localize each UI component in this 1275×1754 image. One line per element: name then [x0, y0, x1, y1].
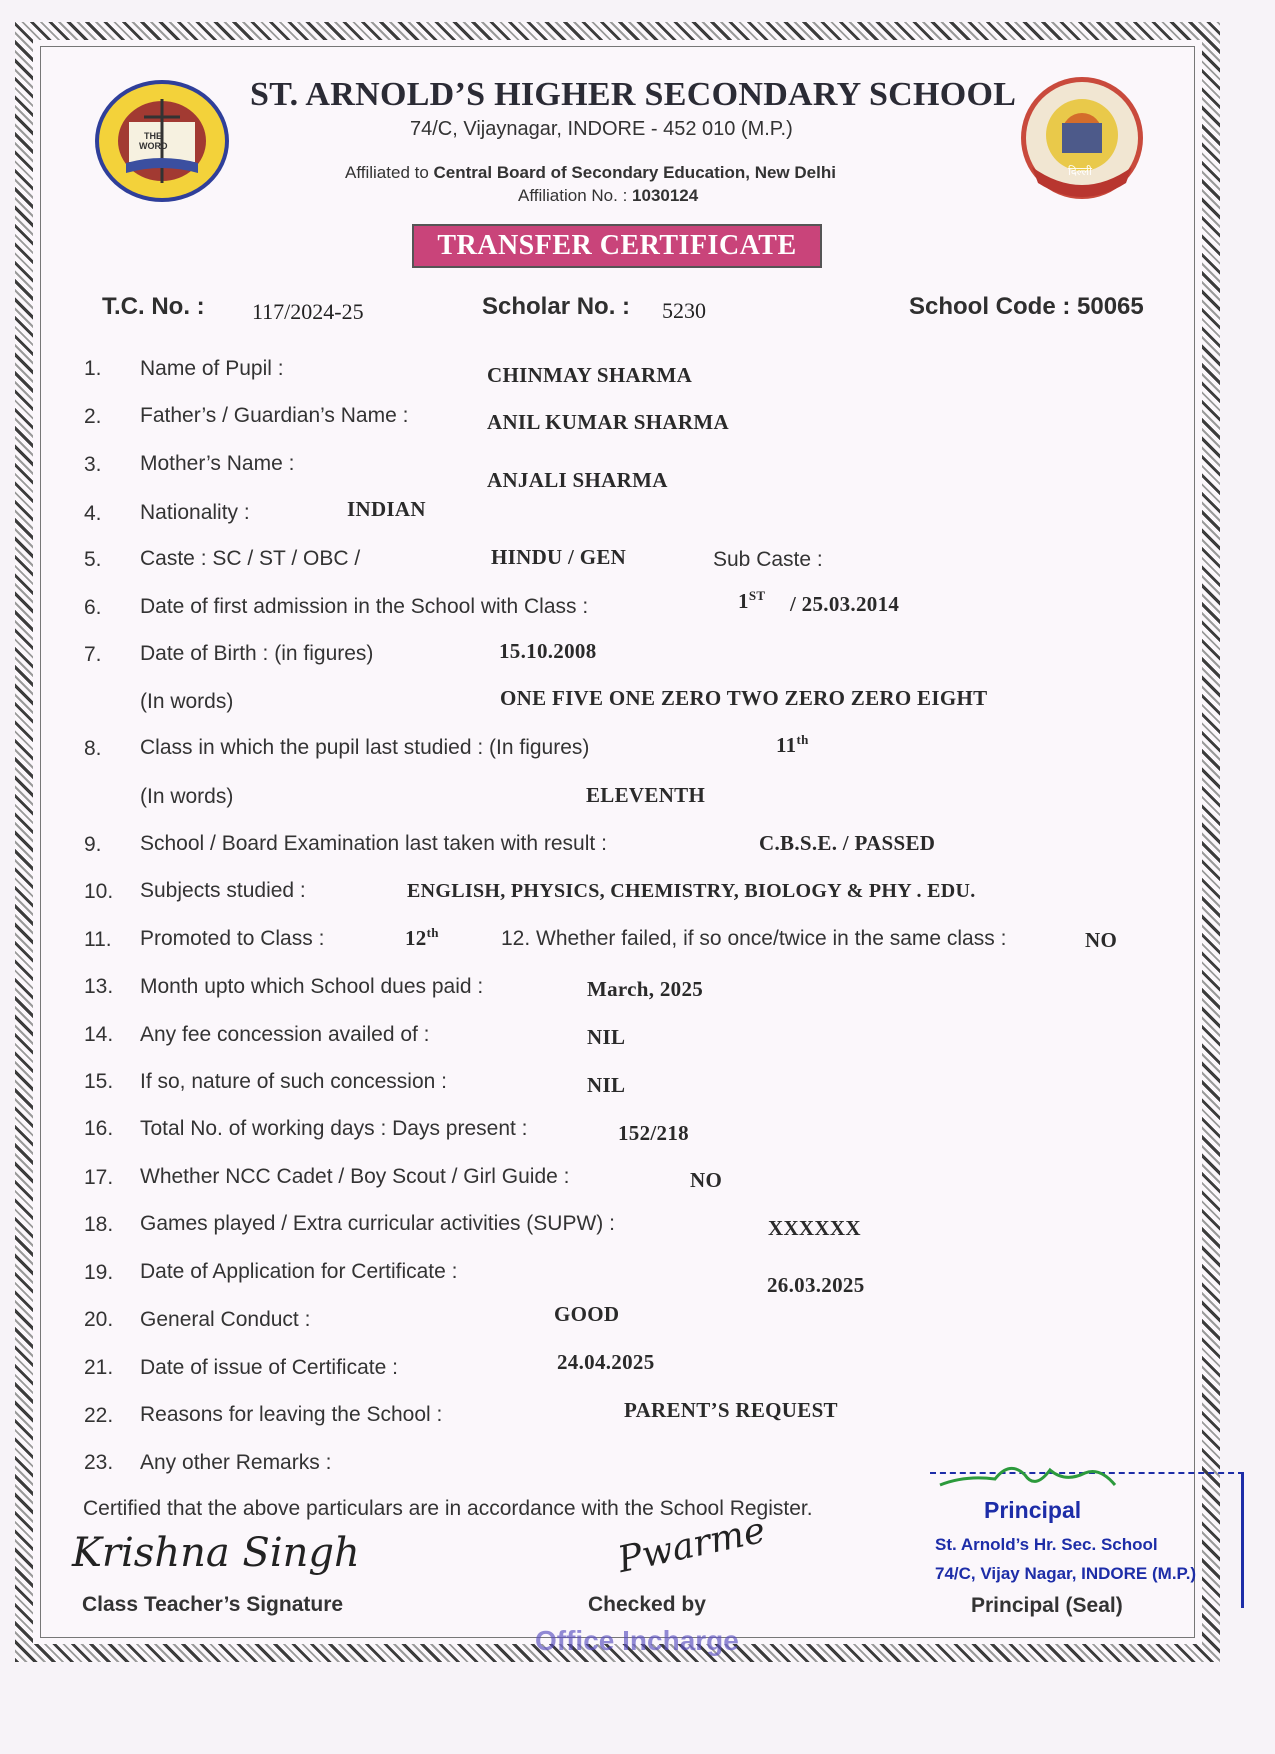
row-3-label: Mother’s Name : [140, 452, 295, 475]
row-4-number: 4. [84, 502, 102, 525]
row-16-number: 16. [84, 1117, 114, 1140]
dues-paid: March, 2025 [587, 977, 704, 1001]
row-20-number: 20. [84, 1308, 114, 1331]
row-21-label: Date of issue of Certificate : [140, 1356, 398, 1379]
row-8-number: 8. [84, 737, 102, 760]
row-8-label: Class in which the pupil last studied : (In figures) [140, 736, 590, 759]
document-title: TRANSFER CERTIFICATE [412, 224, 822, 268]
row-18-label: Games played / Extra curricular activities (SUPW) : [140, 1212, 615, 1235]
row-3-number: 3. [84, 453, 102, 476]
conduct-value: GOOD [554, 1302, 620, 1326]
school-code: School Code : 50065 [909, 293, 1144, 320]
last-class-figures: 11th [776, 732, 809, 757]
admission-class: 1ST [738, 588, 766, 613]
seal-text: दिल्ली [1068, 165, 1092, 178]
row-6-label: Date of first admission in the School with Class : [140, 595, 589, 618]
principal-stamp-title: Principal [984, 1497, 1082, 1523]
row-15-label: If so, nature of such concession : [140, 1070, 448, 1093]
row-18-number: 18. [84, 1213, 114, 1236]
row-7-label: Date of Birth : (in figures) [140, 642, 374, 665]
row-15-number: 15. [84, 1070, 114, 1093]
row-9-number: 9. [84, 833, 102, 856]
tc-no-value: 117/2024-25 [252, 299, 364, 324]
cbse-seal [1018, 75, 1146, 201]
row-16-label: Total No. of working days : Days present : [140, 1117, 528, 1140]
subjects: ENGLISH, PHYSICS, CHEMISTRY, BIOLOGY & PHY . EDU. [407, 880, 976, 902]
row-10-number: 10. [84, 880, 114, 903]
exam-result: C.B.S.E. / PASSED [759, 831, 936, 855]
fee-concession: NIL [587, 1025, 626, 1049]
row-13-label: Month upto which School dues paid : [140, 975, 484, 998]
class-teacher-signature: Krishna Singh [72, 1530, 360, 1576]
row-1-label: Name of Pupil : [140, 357, 284, 380]
affiliation-number: Affiliation No. : 1030124 [518, 186, 699, 205]
row-1-number: 1. [84, 357, 102, 380]
pupil-name: CHINMAY SHARMA [487, 363, 693, 387]
row-17-number: 17. [84, 1166, 114, 1189]
issue-date: 24.04.2025 [557, 1350, 655, 1374]
sub-caste-label: Sub Caste : [713, 548, 823, 571]
row-5-number: 5. [84, 548, 102, 571]
scholar-no-value: 5230 [662, 298, 706, 323]
concession-nature: NIL [587, 1073, 626, 1097]
row-2-number: 2. [84, 405, 102, 428]
row-23-label: Any other Remarks : [140, 1451, 332, 1474]
row-9-label: School / Board Examination last taken with result : [140, 832, 607, 855]
leaving-reason: PARENT’S REQUEST [624, 1398, 838, 1422]
affiliation-line: Affiliated to Central Board of Secondary Education, New Delhi [345, 163, 836, 182]
dob-words: ONE FIVE ONE ZERO TWO ZERO ZERO EIGHT [500, 686, 988, 710]
ncc-value: NO [690, 1168, 723, 1192]
svg-text:WORD: WORD [139, 141, 168, 151]
row-2-label: Father’s / Guardian’s Name : [140, 404, 409, 427]
office-incharge-stamp: Office Incharge [535, 1625, 739, 1656]
checked-by-signature: Pwarme [614, 1509, 769, 1582]
school-logo [92, 77, 232, 205]
last-class-words-label: (In words) [140, 785, 234, 808]
row-10-label: Subjects studied : [140, 879, 306, 902]
row-17-label: Whether NCC Cadet / Boy Scout / Girl Guide : [140, 1165, 570, 1188]
row-11-number: 11. [84, 928, 112, 951]
dob-figures: 15.10.2008 [499, 639, 597, 663]
nationality: INDIAN [347, 497, 426, 521]
principal-stamp-line1: St. Arnold’s Hr. Sec. School [935, 1535, 1158, 1554]
row-5-label: Caste : SC / ST / OBC / [140, 547, 361, 570]
row-22-label: Reasons for leaving the School : [140, 1403, 443, 1426]
mother-name: ANJALI SHARMA [487, 468, 668, 492]
days-present: 152/218 [618, 1121, 689, 1145]
row-21-number: 21. [84, 1356, 114, 1379]
row-7-number: 7. [84, 643, 102, 666]
promoted-class: 12th [405, 925, 439, 950]
row-12-label: 12. Whether failed, if so once/twice in the same class : [501, 927, 1007, 950]
tc-no-label: T.C. No. : [102, 293, 205, 320]
certification-statement: Certified that the above particulars are in accordance with the School Register. [83, 1497, 813, 1520]
row-19-number: 19. [84, 1261, 114, 1284]
supw-value: XXXXXX [768, 1216, 861, 1240]
row-13-number: 13. [84, 975, 114, 998]
scholar-no-label: Scholar No. : [482, 293, 631, 320]
school-name: ST. ARNOLD’S HIGHER SECONDARY SCHOOL [250, 76, 1017, 113]
father-name: ANIL KUMAR SHARMA [487, 410, 729, 434]
row-20-label: General Conduct : [140, 1308, 311, 1331]
row-11-label: Promoted to Class : [140, 927, 325, 950]
row-22-number: 22. [84, 1404, 114, 1427]
admission-date: / 25.03.2014 [790, 592, 900, 616]
principal-stamp-line2: 74/C, Vijay Nagar, INDORE (M.P.) [935, 1564, 1197, 1583]
caste-value: HINDU / GEN [491, 545, 627, 569]
row-14-number: 14. [84, 1023, 114, 1046]
class-teacher-label: Class Teacher’s Signature [82, 1593, 344, 1616]
failed-value: NO [1085, 928, 1118, 952]
last-class-words: ELEVENTH [586, 783, 706, 807]
checked-by-label: Checked by [588, 1593, 706, 1616]
school-address: 74/C, Vijaynagar, INDORE - 452 010 (M.P.) [410, 118, 793, 140]
row-14-label: Any fee concession availed of : [140, 1023, 430, 1046]
logo-text: THE [144, 131, 162, 141]
row-23-number: 23. [84, 1451, 114, 1474]
row-6-number: 6. [84, 596, 102, 619]
principal-seal-label: Principal (Seal) [971, 1594, 1123, 1617]
row-4-label: Nationality : [140, 501, 250, 524]
row-19-label: Date of Application for Certificate : [140, 1260, 458, 1283]
dob-words-label: (In words) [140, 690, 234, 713]
application-date: 26.03.2025 [767, 1273, 865, 1297]
